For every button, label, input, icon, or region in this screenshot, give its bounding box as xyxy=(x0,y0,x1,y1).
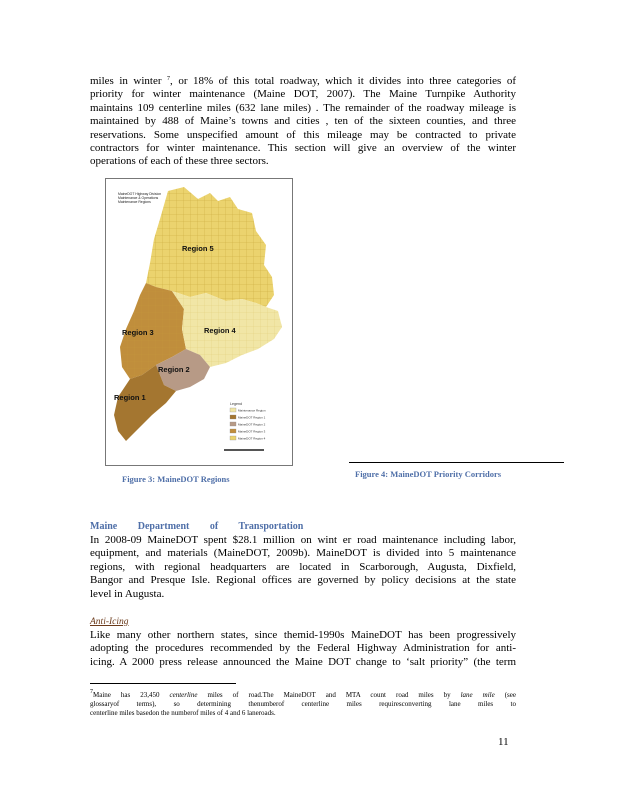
anti-icing-subheading: Anti-Icing xyxy=(90,617,129,627)
region-3-label: Region 3 xyxy=(122,328,154,337)
intro-line: operations of each of these three sectors. xyxy=(90,155,269,168)
intro-line: reservations. Some unspecified amount of this mileage may be contracted to private xyxy=(90,128,516,141)
region-1-label: Region 1 xyxy=(114,393,146,402)
anti-icing-line: Like many other northern states, since themid-1990s MaineDOT has been progressively xyxy=(90,629,516,641)
intro-paragraph xyxy=(90,73,516,169)
map-title: Maintenance Regions xyxy=(118,200,151,204)
figure-4-caption: Figure 4: MaineDOT Priority Corridors xyxy=(355,469,502,479)
footnote-marker: 7 xyxy=(90,689,93,695)
legend-item: Maintenance Region xyxy=(238,408,266,413)
region-2-label: Region 2 xyxy=(158,365,190,374)
section-line: Bangor and Presque Isle. Regional offices are governed by policy decisions at the state xyxy=(90,574,516,587)
map-title: MaineDOT Highway Division xyxy=(118,192,162,196)
scale-bar xyxy=(224,449,264,451)
anti-icing-line: adopting the procedures recommended by the Federal Highway Administration for anti- xyxy=(90,642,516,655)
section-heading: Maine Department of Transportation xyxy=(90,521,304,532)
footnote-line: glossaryof terms), so determining thenumberof centerline miles requiresconverting lane miles to xyxy=(90,700,516,708)
footnote-reference: 7 xyxy=(167,76,171,82)
footnote-line: centerline miles basedon the numberof miles of 4 and 6 laneroads. xyxy=(90,709,276,717)
region-4-label: Region 4 xyxy=(204,326,236,335)
figure-4-placeholder-rule xyxy=(349,462,564,463)
intro-line: maintains 109 centerline miles (632 lane miles) . The remainder of the roadway mileage is xyxy=(90,101,516,114)
legend-swatch xyxy=(230,429,236,433)
legend-swatch xyxy=(230,408,236,412)
legend-title: Legend xyxy=(230,402,242,406)
anti-icing-paragraph xyxy=(90,629,516,669)
legend-swatch xyxy=(230,436,236,440)
section-line: In 2008-09 MaineDOT spent $28.1 million on wint er road maintenance including labor, xyxy=(90,534,516,546)
page-number: 11 xyxy=(498,736,509,748)
section-paragraph xyxy=(90,534,516,601)
intro-line: miles in winter $^7$, or 18% of this total roadway, which it divides into three categories of xyxy=(90,75,516,87)
legend-swatch xyxy=(230,422,236,426)
maine-regions-map xyxy=(105,178,293,466)
legend-item: MaineDOT Region 2 xyxy=(238,422,266,427)
figure-3-caption: Figure 3: MaineDOT Regions xyxy=(122,474,230,484)
footnote-line: $^7$Maine has 23,450 centerline miles of road.The MaineDOT and MTA count road miles by lane mile (see xyxy=(90,689,516,699)
region-5-label: Region 5 xyxy=(182,244,214,253)
section-line: regions, with regional headquarters are located in Scarborough, Augusta, Dixfield, xyxy=(90,560,516,573)
legend-swatch xyxy=(230,415,236,419)
footnote-rule xyxy=(90,683,236,684)
section-line: level in Augusta. xyxy=(90,587,165,600)
intro-line: priority for winter maintenance (Maine DOT, 2007). The Maine Turnpike Authority xyxy=(90,88,516,101)
legend-item: MaineDOT Region 4 xyxy=(238,436,266,441)
section-line: equipment, and materials (MaineDOT, 2009b). MaineDOT is divided into 5 maintenance xyxy=(90,547,516,560)
map-title: Maintenance & Operations xyxy=(118,196,159,200)
legend-item: MaineDOT Region 3 xyxy=(238,429,266,434)
footnote xyxy=(90,688,516,718)
anti-icing-line: icing. A 2000 press release announced the Maine DOT change to ‘salt priority” (the term xyxy=(90,655,516,668)
intro-line: maintained by 488 of Maine’s towns and cities , ten of the sixteen counties, and three xyxy=(90,115,516,128)
map-graphic xyxy=(106,179,292,465)
legend-item: MaineDOT Region 1 xyxy=(238,415,266,420)
intro-line: contractors for winter maintenance. This section will give an overview of the winter xyxy=(90,142,516,155)
